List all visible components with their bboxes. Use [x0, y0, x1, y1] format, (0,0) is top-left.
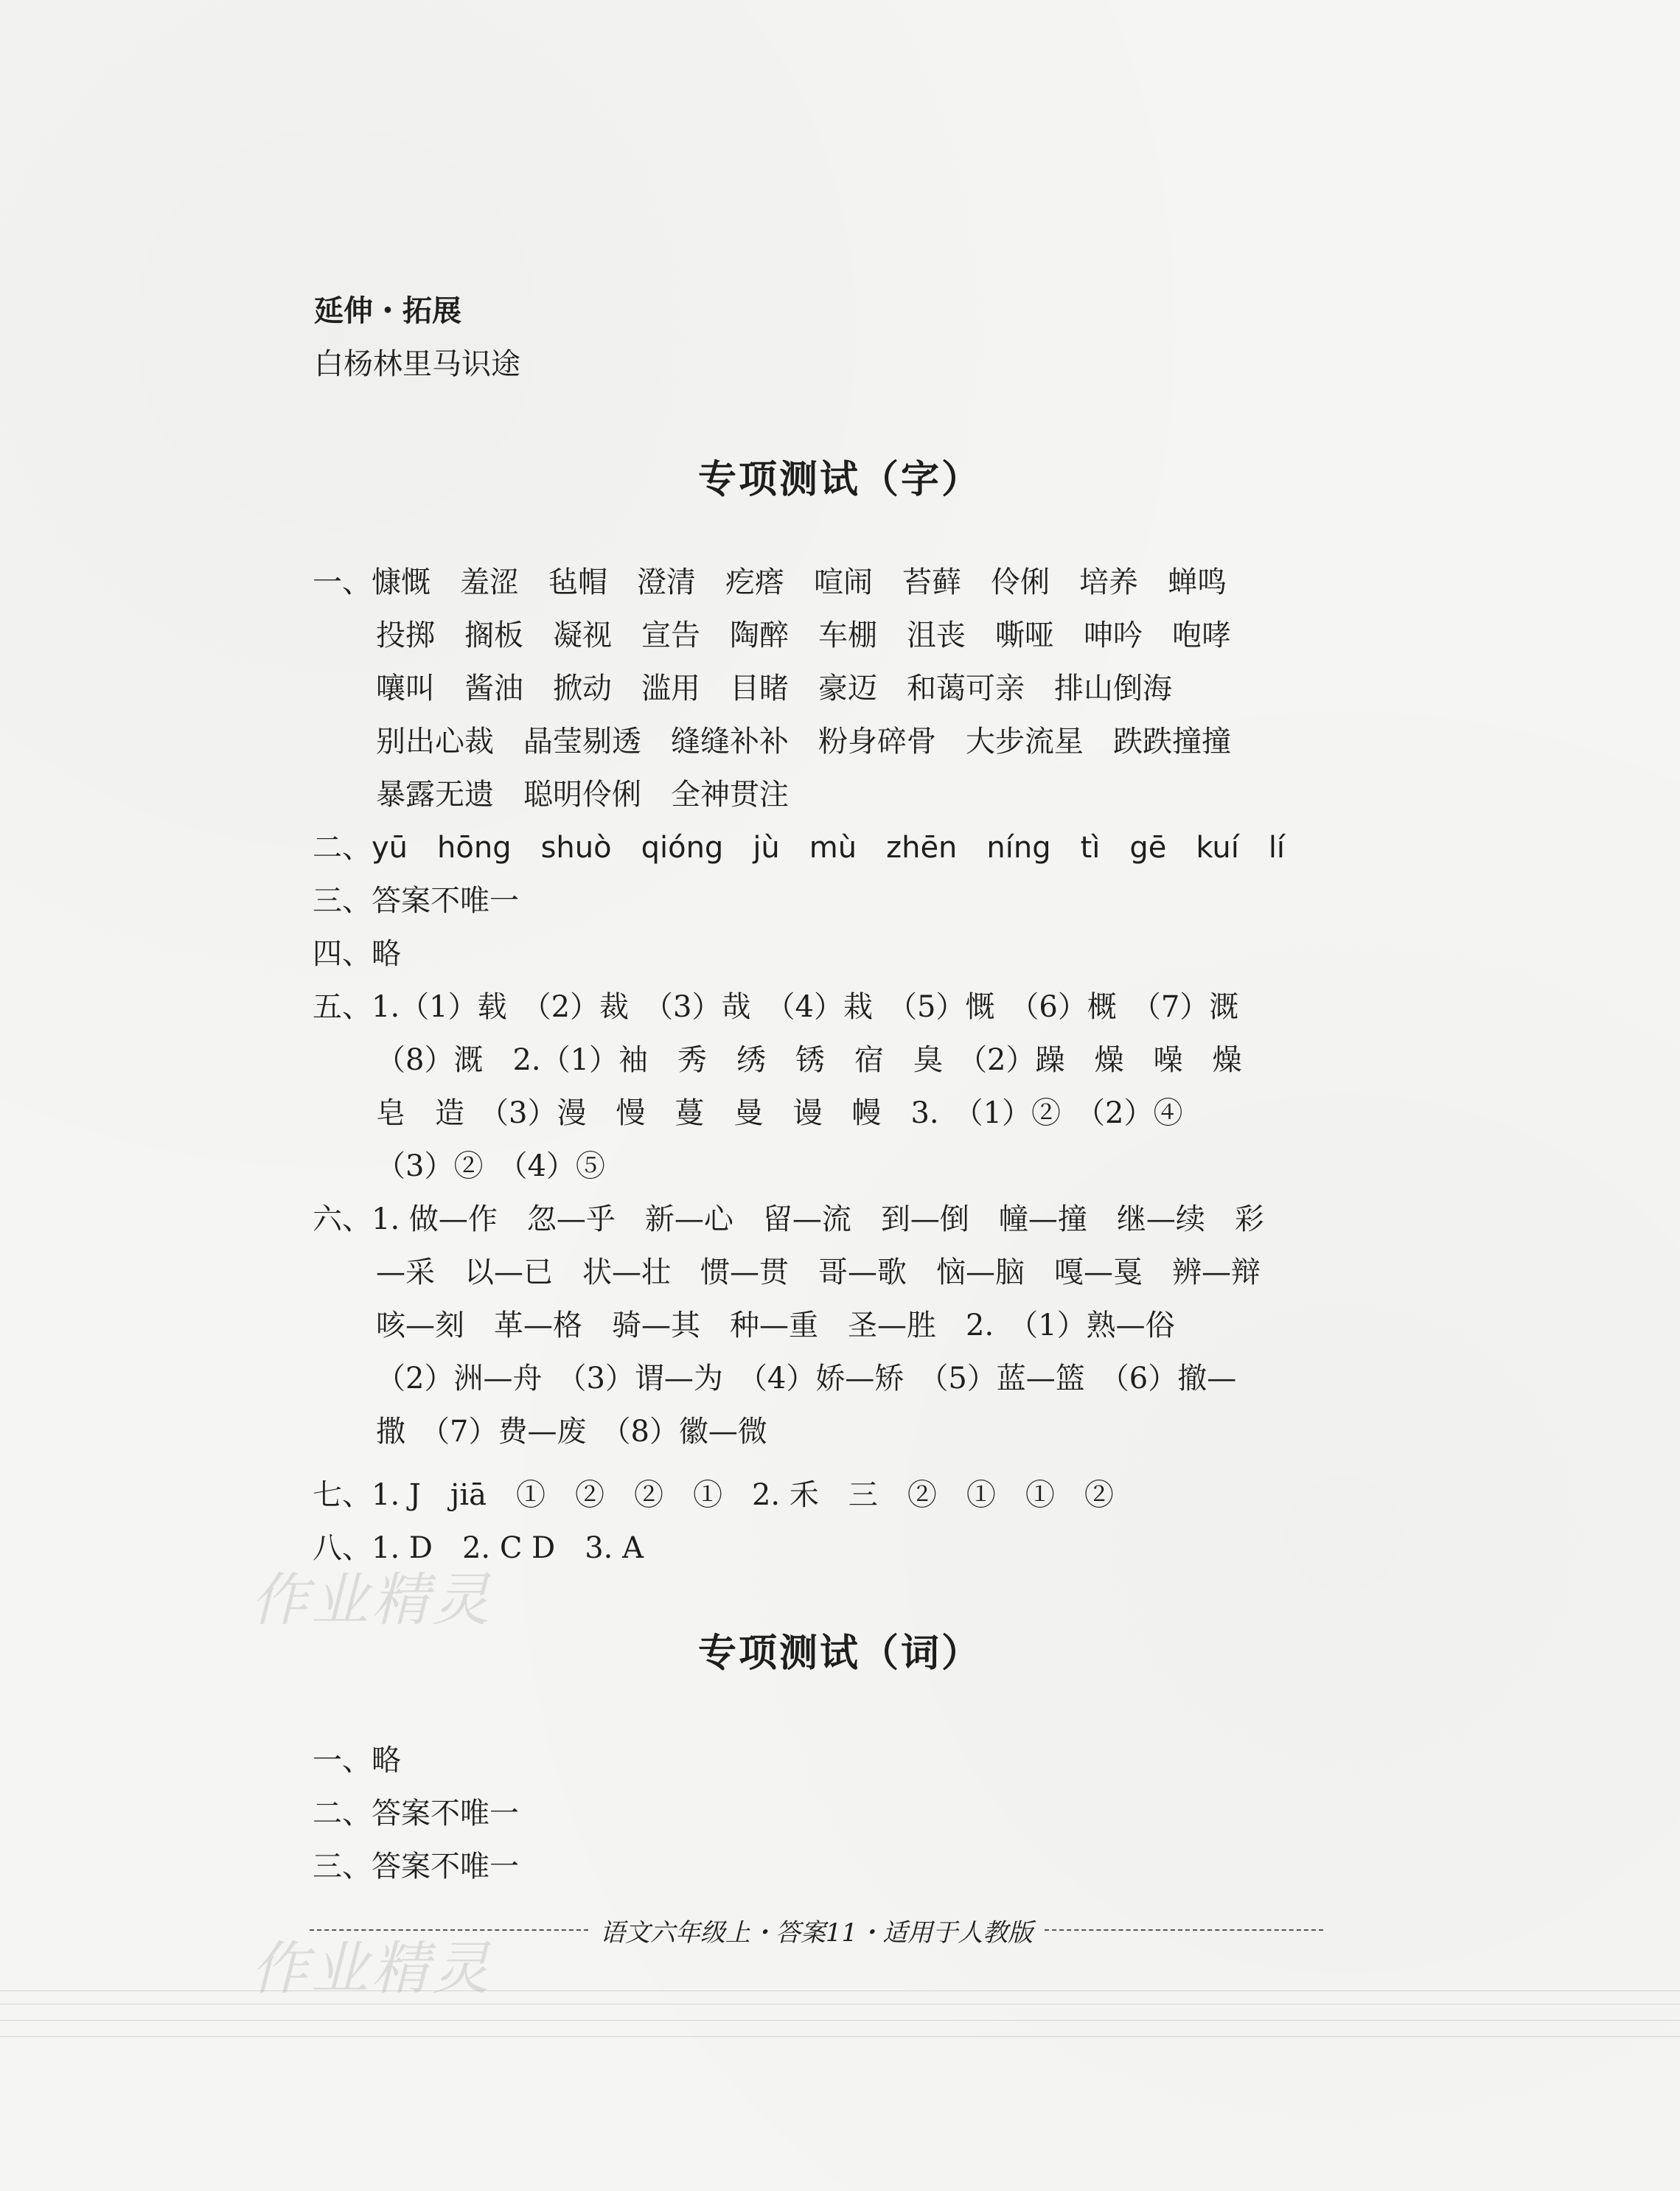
footer-rule-right	[1045, 1929, 1323, 1931]
watermark: 作业精灵	[251, 1567, 493, 1634]
extension-text: 白杨林里马识途	[314, 347, 520, 381]
answer-line: 嚷叫 酱油 掀动 滥用 目睹 豪迈 和蔼可亲 排山倒海	[376, 672, 1172, 706]
answer-line: 投掷 搁板 凝视 宣告 陶醉 车棚 沮丧 嘶哑 呻吟 咆哮	[376, 619, 1231, 652]
answer-line: 三、答案不唯一	[313, 1850, 519, 1884]
answer-line: 八、1. D 2. C D 3. A	[313, 1531, 644, 1565]
answer-line: （8）溉 2.（1）袖 秀 绣 锈 宿 臭 （2）躁 燥 噪 燥	[376, 1043, 1242, 1077]
answer-line: 一、略	[313, 1744, 401, 1777]
section-title-char: 专项测试（字）	[697, 458, 982, 502]
watermark: 作业精灵	[251, 1936, 493, 2002]
answer-line: —采 以—已 状—壮 惯—贯 哥—歌 恼—脑 嘎—戛 辨—辩	[376, 1255, 1261, 1289]
extension-heading: 延伸・拓展	[314, 293, 461, 328]
answer-line-pinyin: 二、yū hōng shuò qióng jù mù zhēn níng tì gē kuí lí	[313, 831, 1286, 865]
answer-line: 七、1. J jiā ① ② ② ① 2. 禾 三 ② ① ① ②	[313, 1478, 1114, 1512]
answer-line: （3）② （4）⑤	[376, 1149, 605, 1183]
answer-line: 暴露无遗 聪明伶俐 全神贯注	[376, 778, 789, 812]
answer-line: 五、1.（1）载 （2）裁 （3）哉 （4）栽 （5）慨 （6）概 （7）溉	[313, 990, 1239, 1024]
answer-line: 一、慷慨 羞涩 毡帽 澄清 疙瘩 喧闹 苔藓 伶俐 培养 蝉鸣	[313, 565, 1227, 599]
answer-line: 三、答案不唯一	[313, 884, 519, 918]
answer-line: 咳—刻 革—格 骑—其 种—重 圣—胜 2. （1）熟—俗	[376, 1309, 1175, 1342]
answer-line: 四、略	[313, 937, 401, 971]
answer-line: 六、1. 做—作 忽—乎 新—心 留—流 到—倒 幢—撞 继—续 彩	[313, 1202, 1264, 1236]
answer-line: 皂 造 （3）漫 慢 蔓 曼 谩 幔 3. （1）② （2）④	[376, 1096, 1183, 1130]
answer-line: 二、答案不唯一	[313, 1797, 519, 1831]
answer-line: 撒 （7）费—废 （8）徽—微	[376, 1415, 767, 1449]
answer-line: 别出心裁 晶莹剔透 缝缝补补 粉身碎骨 大步流星 跌跌撞撞	[376, 725, 1231, 759]
answer-line: （2）洲—舟 （3）谓—为 （4）娇—矫 （5）蓝—篮 （6）撤—	[376, 1362, 1237, 1396]
section-title-word: 专项测试（词）	[697, 1631, 982, 1676]
footer-text: 语文六年级上・答案11・适用于人教版	[599, 1917, 1034, 1948]
scan-edge-lines	[0, 1976, 1680, 2064]
